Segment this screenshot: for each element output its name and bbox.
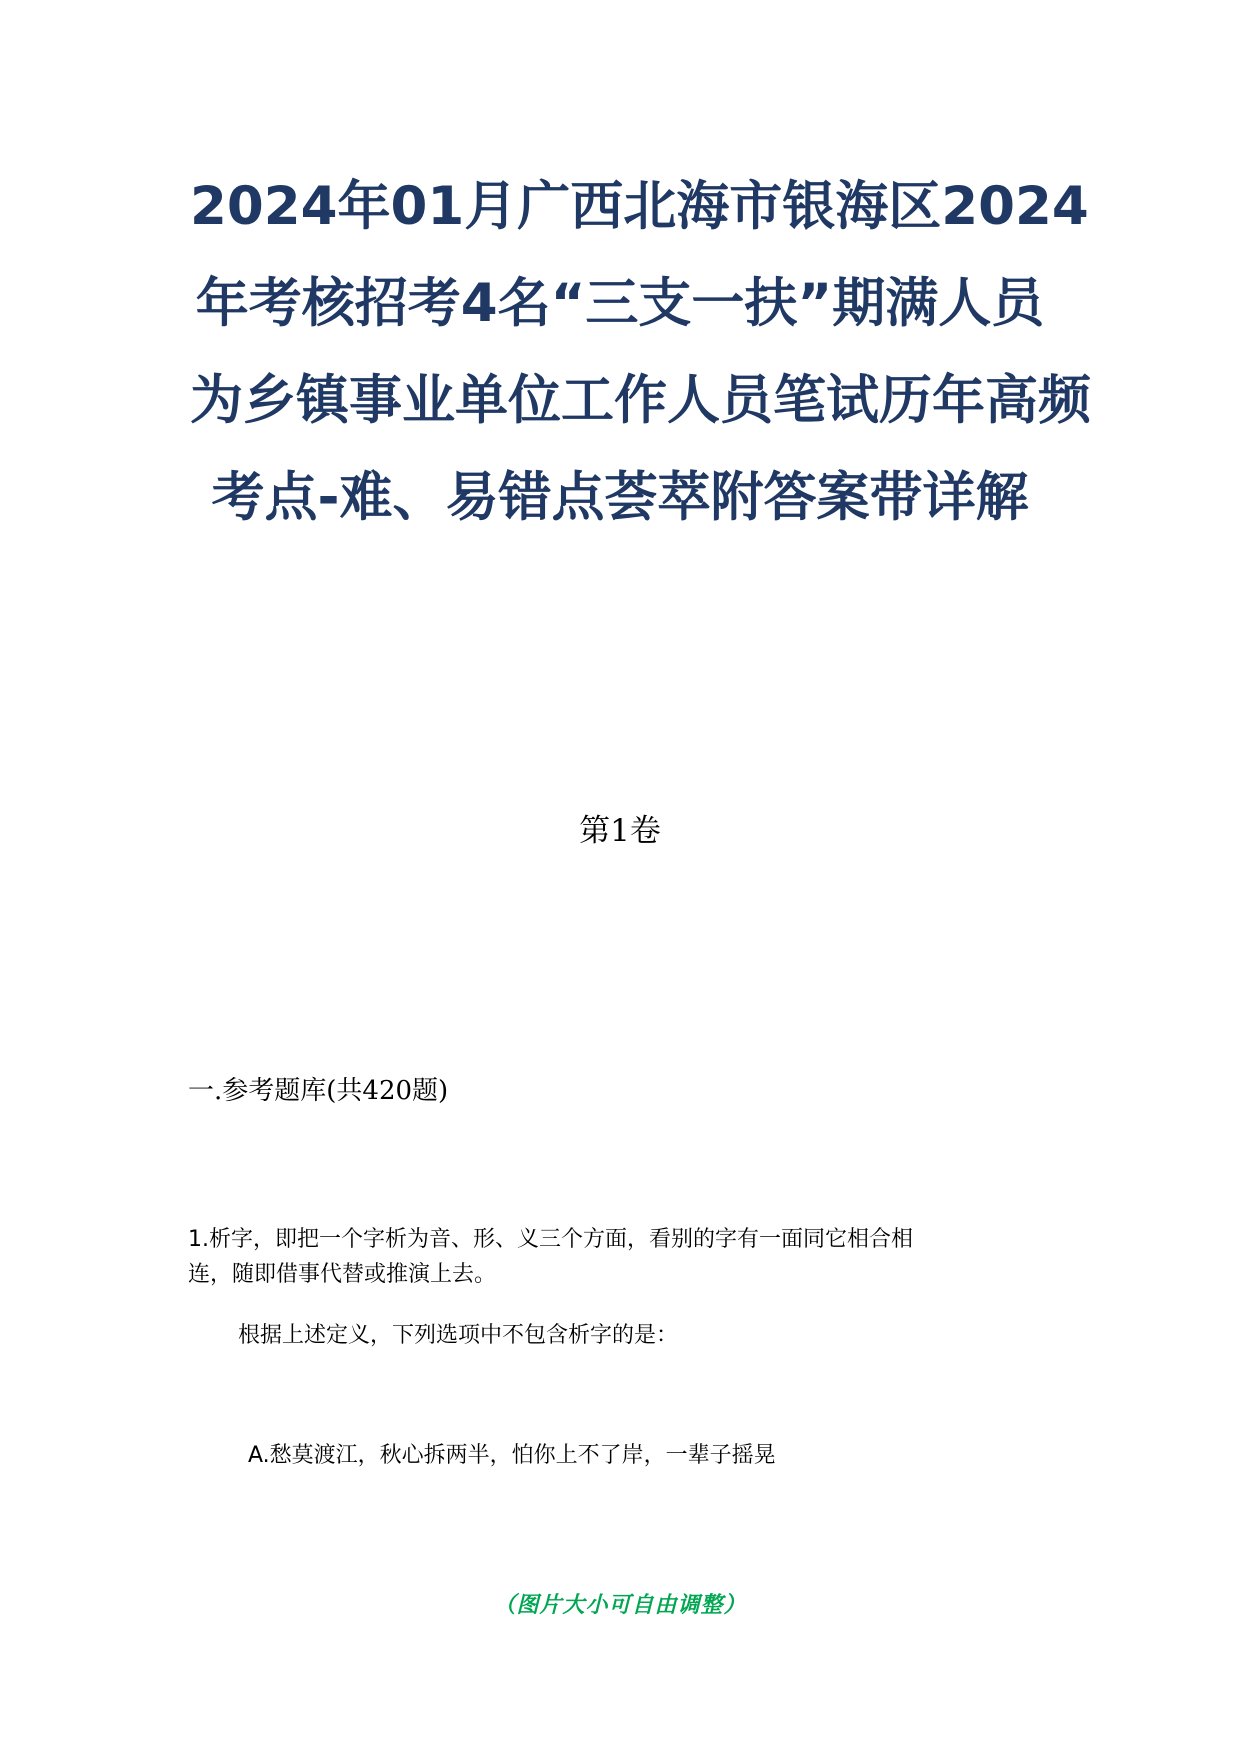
question-text (188, 1222, 1068, 1292)
title-line: 年考核招考4名“三支一扶”期满人员 (195, 273, 1045, 334)
question-line: 连，随即借事代替或推演上去。 (188, 1262, 497, 1287)
option-a: A.愁莫渡江，秋心拆两半，怕你上不了岸，一辈子摇晃 (248, 1443, 776, 1468)
question-line: 1.析字，即把一个字析为音、形、义三个方面，看别的字有一面同它相合相 (188, 1227, 913, 1252)
volume-heading: 第1卷 (579, 813, 661, 849)
question-prompt: 根据上述定义，下列选项中不包含析字的是： (238, 1323, 679, 1348)
image-size-note: （图片大小可自由调整） (493, 1593, 747, 1618)
section-heading: 一.参考题库(共420题) (188, 1076, 449, 1106)
title-line: 为乡镇事业单位工作人员笔试历年高频 (190, 370, 1091, 431)
document-title (190, 158, 1091, 546)
title-line: 考点-难、易错点荟萃附答案带详解 (211, 467, 1029, 528)
title-line: 2024年01月广西北海市银海区2024 (190, 176, 1089, 237)
